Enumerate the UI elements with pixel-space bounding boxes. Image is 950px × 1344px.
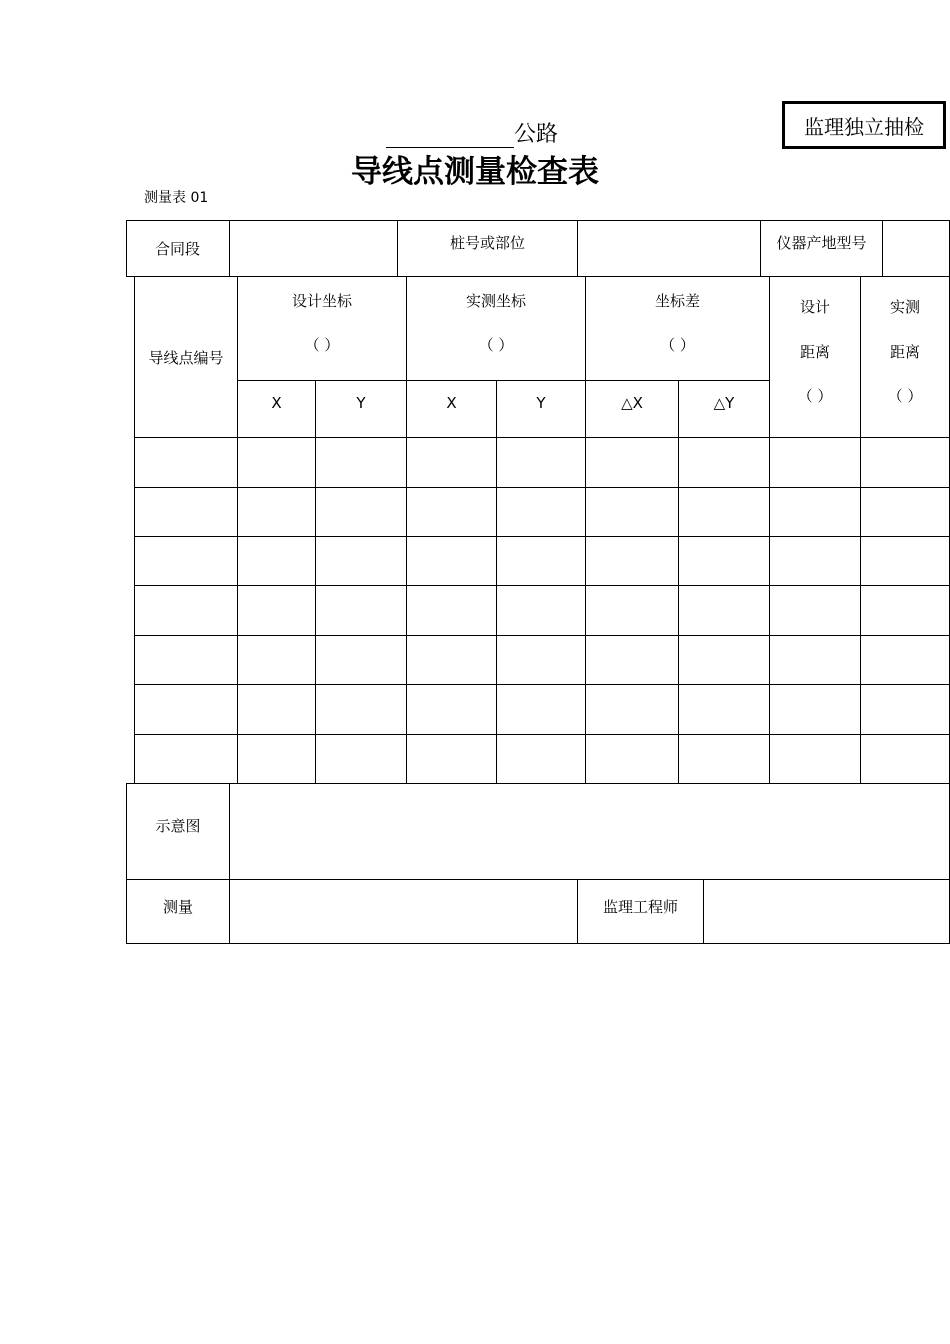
table-cell-delta-y[interactable] [679,586,769,635]
table-cell-design-distance[interactable] [770,685,860,734]
table-cell-measured-distance[interactable] [861,537,948,585]
road-suffix: 公路 [514,122,559,147]
table-cell-delta-y[interactable] [679,735,769,782]
table-cell-delta-y[interactable] [679,685,769,734]
table-cell-design-distance[interactable] [770,488,860,536]
table-cell-delta-y[interactable] [679,636,769,684]
table-cell-delta-x[interactable] [586,586,678,635]
table-cell-design-x[interactable] [238,735,315,782]
coord-diff-unit: （ ） [660,335,695,354]
table-cell-measured-y[interactable] [497,488,585,536]
measured-x-header: X [446,394,457,412]
table-cell-measured-distance[interactable] [861,488,948,536]
table-cell-delta-x[interactable] [586,636,678,684]
contract-section-label: 合同段 [154,239,200,258]
design-coord-unit: （ ） [304,335,340,354]
table-cell-measured-distance[interactable] [861,735,948,782]
table-cell-design-y[interactable] [316,537,406,585]
table-cell-design-y[interactable] [316,685,406,734]
sketch-label: 示意图 [155,817,201,835]
title-road-line [386,118,558,148]
design-distance-header-2: 距离 [799,342,830,361]
table-cell-measured-y[interactable] [497,685,585,734]
coord-diff-header: 坐标差 [654,291,700,310]
table-cell-measured-x[interactable] [407,685,496,734]
table-cell-point-id[interactable] [135,438,237,487]
table-cell-design-x[interactable] [238,438,315,487]
table-cell-delta-y[interactable] [679,438,769,487]
table-cell-measured-y[interactable] [497,537,585,585]
table-cell-measured-distance[interactable] [861,685,948,734]
table-cell-point-id[interactable] [135,685,237,734]
measured-coord-unit: （ ） [478,335,514,354]
table-cell-measured-y[interactable] [497,586,585,635]
delta-x-header: △X [621,394,643,412]
contract-section-field[interactable] [230,221,397,276]
measured-distance-unit: （ ） [887,386,923,405]
station-field[interactable] [578,221,760,276]
design-distance-unit: （ ） [797,386,833,405]
design-distance-header-1: 设计 [799,297,830,316]
table-cell-design-distance[interactable] [770,636,860,684]
road-name-blank[interactable] [386,121,514,148]
table-cell-measured-y[interactable] [497,636,585,684]
table-cell-delta-x[interactable] [586,735,678,782]
page-title: 导线点测量检查表 [351,154,599,190]
table-cell-design-x[interactable] [238,636,315,684]
table-cell-design-y[interactable] [316,488,406,536]
table-cell-delta-x[interactable] [586,438,678,487]
supervision-stamp: 监理独立抽检 [782,101,946,149]
table-cell-measured-x[interactable] [407,636,496,684]
table-cell-design-x[interactable] [238,488,315,536]
table-cell-design-distance[interactable] [770,735,860,782]
table-cell-design-distance[interactable] [770,586,860,635]
station-label: 桩号或部位 [449,233,525,252]
table-cell-delta-y[interactable] [679,488,769,536]
delta-y-header: △Y [713,394,735,412]
design-x-header: X [271,394,282,412]
table-cell-design-y[interactable] [316,735,406,782]
form-number: 测量表 01 [144,190,209,206]
table-cell-measured-x[interactable] [407,438,496,487]
table-cell-point-id[interactable] [135,636,237,684]
table-cell-design-x[interactable] [238,586,315,635]
table-cell-measured-x[interactable] [407,537,496,585]
table-cell-measured-y[interactable] [497,438,585,487]
table-cell-delta-x[interactable] [586,488,678,536]
table-cell-point-id[interactable] [135,537,237,585]
engineer-field[interactable] [704,880,949,943]
table-cell-design-y[interactable] [316,636,406,684]
table-cell-design-y[interactable] [316,438,406,487]
table-cell-measured-distance[interactable] [861,636,948,684]
measured-coord-header: 实测坐标 [465,291,526,310]
table-cell-measured-y[interactable] [497,735,585,782]
instrument-field[interactable] [883,221,949,276]
table-cell-delta-x[interactable] [586,537,678,585]
table-cell-design-x[interactable] [238,685,315,734]
measured-distance-header-2: 距离 [889,342,920,361]
table-cell-point-id[interactable] [135,488,237,536]
sketch-area[interactable] [230,784,949,879]
measured-distance-header-1: 实测 [889,297,920,316]
table-cell-point-id[interactable] [135,735,237,782]
table-cell-measured-distance[interactable] [861,438,948,487]
point-id-header: 导线点编号 [148,348,224,367]
table-cell-design-distance[interactable] [770,438,860,487]
table-cell-measured-x[interactable] [407,586,496,635]
table-cell-point-id[interactable] [135,586,237,635]
table-cell-design-y[interactable] [316,586,406,635]
instrument-label: 仪器产地型号 [776,233,867,252]
design-coord-header: 设计坐标 [291,291,352,310]
table-cell-delta-y[interactable] [679,537,769,585]
surveyor-field[interactable] [230,880,577,943]
surveyor-label: 测量 [162,897,193,916]
engineer-label: 监理工程师 [602,897,678,916]
design-y-header: Y [356,394,366,412]
table-cell-measured-x[interactable] [407,488,496,536]
measured-y-header: Y [536,394,546,412]
table-cell-delta-x[interactable] [586,685,678,734]
table-cell-measured-distance[interactable] [861,586,948,635]
table-cell-measured-x[interactable] [407,735,496,782]
table-cell-design-x[interactable] [238,537,315,585]
table-cell-design-distance[interactable] [770,537,860,585]
